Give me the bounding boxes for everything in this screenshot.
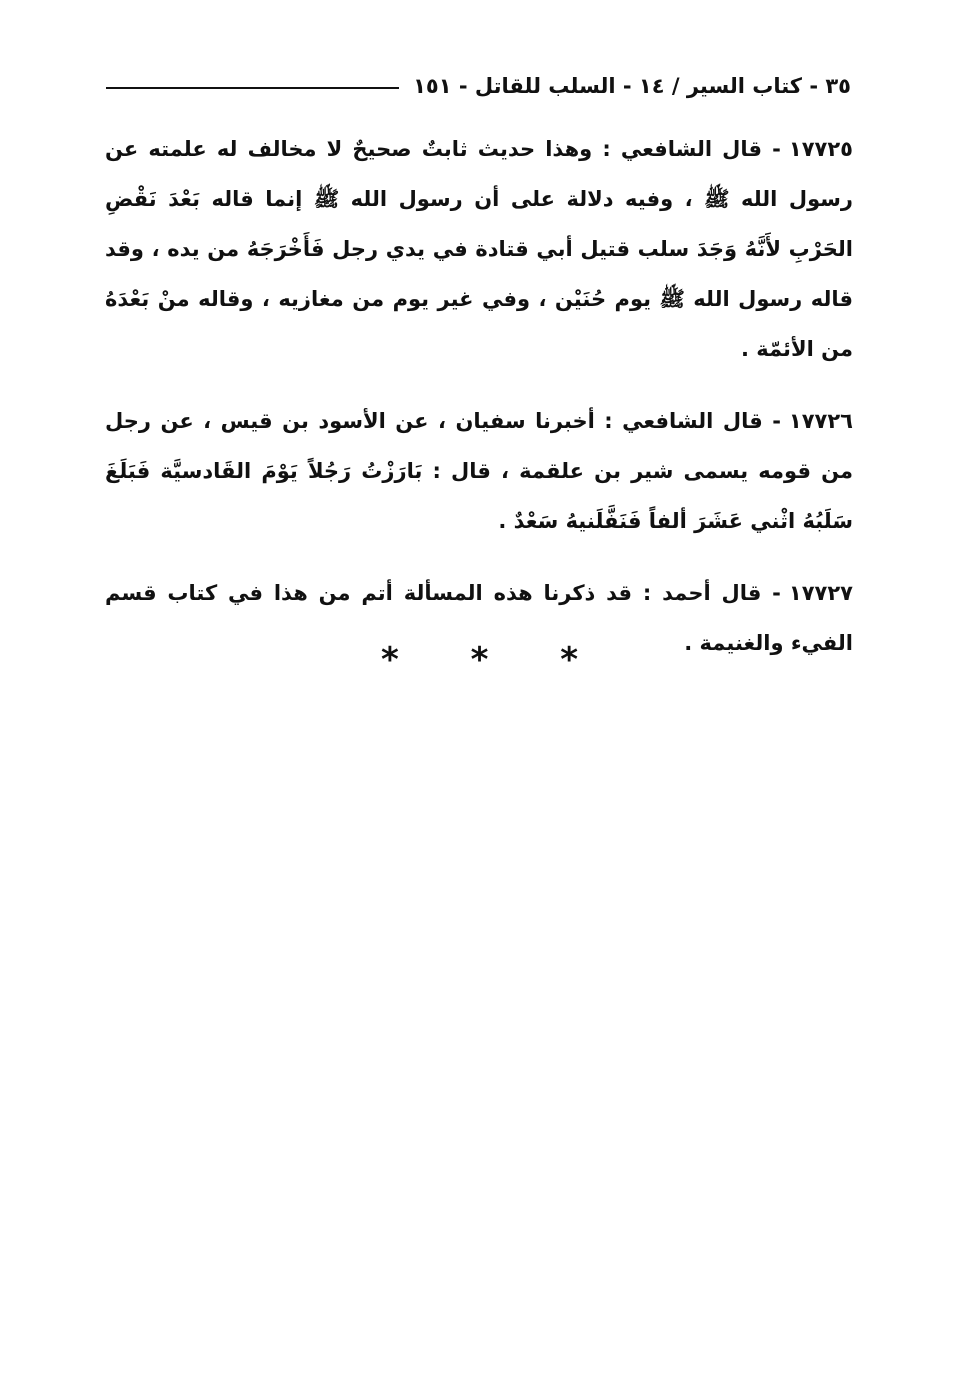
paragraph-text: - قال الشافعي : أخبرنا سفيان ، عن الأسود بن قيس ، عن رجل من قومه يسمى شير بن علقمة ، قال : بَارَزْتُ رَجُلاً يَوْمَ القَادسيَّة فَبَلَغَ سَلَبُهُ اثْني عَشَرَ ألفاً فَنَفَّلَنيهُ سَعْدٌ .: [105, 409, 853, 533]
section-separator: [0, 640, 959, 680]
header-rule: [106, 87, 399, 89]
separator-star: *: [560, 640, 579, 680]
separator-star: *: [470, 640, 489, 680]
paragraph-number: ١٧٧٢٦: [788, 409, 853, 433]
paragraph-number: ١٧٧٢٧: [788, 581, 853, 605]
paragraph-text: - قال الشافعي : وهذا حديث ثابتٌ صحيحٌ لا مخالف له علمته عن رسول الله ﷺ ، وفيه دلالة على أن رسول الله ﷺ إنما قاله بَعْدَ نَقْضِ الحَرْبِ لأَنَّهُ وَجَدَ سلب قتيل أبي قتادة في يدي رجل فَأَخْرَجَهُ من يده ، وقد قاله رسول الله ﷺ يوم حُنَيْن ، وفي غير يوم من مغازيه ، وقاله منْ بَعْدَهُ من الأئمّة .: [105, 137, 853, 361]
running-header: [106, 68, 851, 104]
header-title: ٣٥ - كتاب السير / ١٤ - السلب للقاتل - ١٥١: [413, 74, 851, 98]
paragraph-17726: [105, 396, 853, 546]
paragraph-text: - قال أحمد : قد ذكرنا هذه المسألة أتم من هذا في كتاب قسم الفيء والغنيمة .: [105, 581, 853, 655]
body-text: [105, 124, 853, 690]
paragraph-number: ١٧٧٢٥: [788, 137, 853, 161]
separator-star: *: [380, 640, 399, 680]
paragraph-17725: [105, 124, 853, 374]
